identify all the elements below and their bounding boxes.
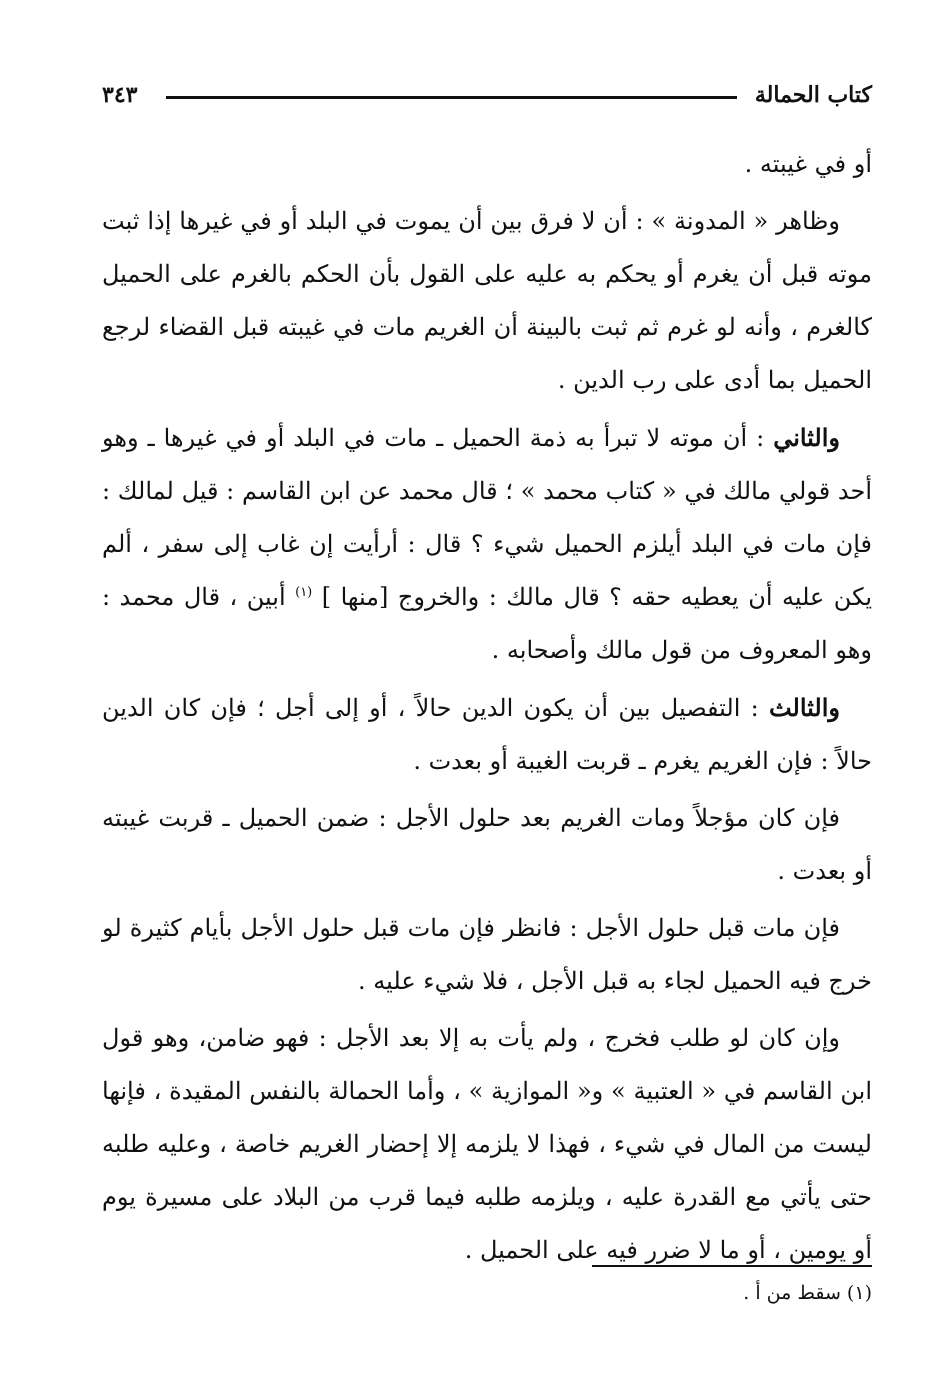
paragraph-text: وظاهر « المدونة » : أن لا فرق بين أن يموت في البلد أو في غيرها إذا ثبت موته قبل أن يغرم أو يحكم به عليه على القول بأن الحكم بالغرم على الحميل كالغرم ، وأنه لو غرم ثم ثبت بالبينة أن الغريم مات في غيبته قبل القضاء لرجع الحميل بما أدى على رب الدين . (102, 207, 872, 394)
page-header (102, 72, 872, 112)
paragraph-text-continued: أبين ، قال محمد : وهو المعروف من قول مالك وأصحابه . (102, 583, 872, 664)
paragraph-6 (102, 902, 872, 1008)
paragraph-2 (102, 195, 872, 407)
paragraph-text: : أن موته لا تبرأ به ذمة الحميل ـ مات في البلد أو في غيرها ـ وهو أحد قولي مالك في « كتاب محمد » ؛ قال محمد عن ابن القاسم : قيل لمالك : فإن مات في البلد أيلزم الحميل شيء ؟ قال : أرأيت إن غاب إلى سفر ، ألم يكن عليه أن يعطيه حقه ؟ قال مالك : والخروج [منها ] (102, 424, 873, 611)
paragraph-4 (102, 681, 872, 788)
paragraph-text: وإن كان لو طلب فخرج ، ولم يأت به إلا بعد الأجل : فهو ضامن، وهو قول ابن القاسم في « العتبية » و« الموازية » ، وأما الحمالة بالنفس المقيدة ، فإنها ليست من المال في شيء ، فهذا لا يلزمه إلا إحضار الغريم خاصة ، وعليه طلبه حتى يأتي مع القدرة عليه ، ويلزمه طلبه فيما قرب من البلاد على مسيرة يوم أو يومين ، أو ما لا ضرر فيه على الحميل . (102, 1024, 872, 1264)
page-number: ٣٤٣ (102, 82, 138, 108)
paragraph-lead: والثاني (773, 423, 840, 452)
main-text (102, 138, 872, 1281)
header-rule (166, 96, 737, 99)
paragraph-1 (102, 138, 872, 191)
footnote-marker: (١) (295, 585, 313, 600)
paragraph-7 (102, 1012, 872, 1277)
paragraph-3 (102, 411, 872, 677)
paragraph-text: فإن كان مؤجلاً ومات الغريم بعد حلول الأجل : ضمن الحميل ـ قربت غيبته أو بعدت . (102, 804, 872, 885)
footnote-rule (592, 1265, 872, 1267)
paragraph-text: : التفصيل بين أن يكون الدين حالاً ، أو إلى أجل ؛ فإن كان الدين حالاً : فإن الغريم يغرم ـ قربت الغيبة أو بعدت . (102, 694, 872, 775)
paragraph-text: فإن مات قبل حلول الأجل : فانظر فإن مات قبل حلول الأجل بأيام كثيرة لو خرج فيه الحميل لجاء به قبل الأجل ، فلا شيء عليه . (102, 914, 872, 995)
paragraph-lead: والثالث (768, 693, 840, 722)
paragraph-5 (102, 792, 872, 898)
paragraph-text: أو في غيبته . (744, 150, 872, 178)
footnote: (١) سقط من أ . (743, 1282, 872, 1304)
running-title: كتاب الحمالة (754, 82, 872, 108)
